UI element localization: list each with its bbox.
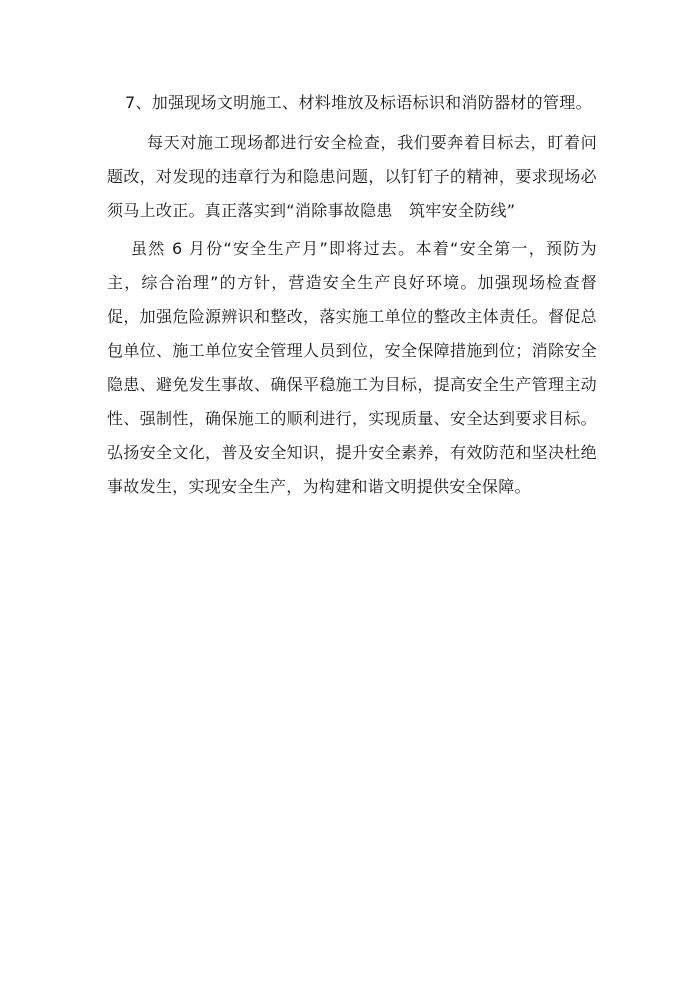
paragraph-safety-month: 虽然 6 月份“安全生产月”即将过去。本着“安全第一，预防为主，综合治理”的方针，营造安全生产良好环境。加强现场检查督促，加强危险源辨识和整改，落实施工单位的整改主体责任。督促总包单位、施工单位安全管理人员到位，安全保障措施到位；消除安全隐患、避免发生事故、确保平稳施工为目标，提高安全生产管理主动性、强制性，确保施工的顺利进行，实现质量、安全达到要求目标。弘扬安全文化，普及安全知识，提升安全素养，有效防范和坚决杜绝事故发生，实现安全生产，为构建和谐文明提供安全保障。 <box>107 239 597 496</box>
document-body <box>107 86 597 504</box>
paragraph-daily-inspection: 每天对施工现场都进行安全检查，我们要奔着目标去，盯着问题改，对发现的违章行为和隐患问题，以钉钉子的精神，要求现场必须马上改正。真正落实到“消除事故隐患 筑牢安全防线” <box>107 133 597 220</box>
section-heading: 7、加强现场文明施工、材料堆放及标语标识和消防器材的管理。 <box>125 93 592 112</box>
